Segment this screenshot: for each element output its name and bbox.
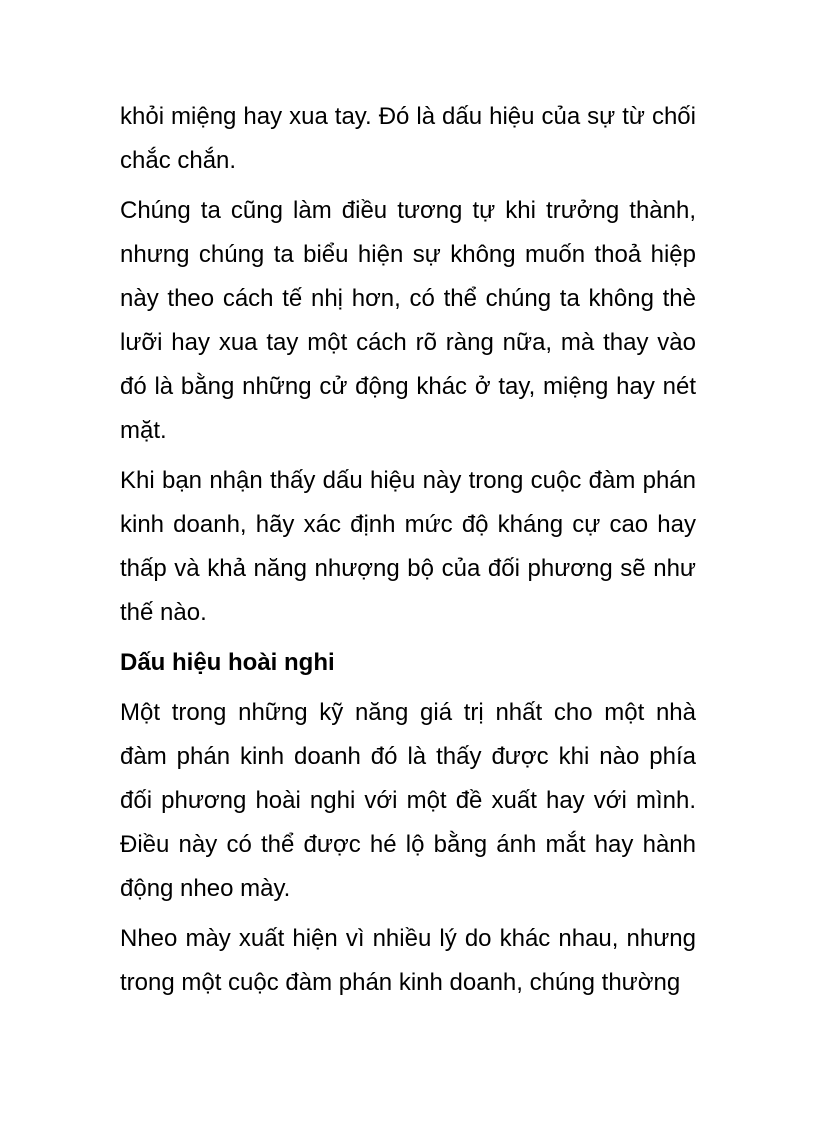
document-page: [120, 95, 696, 1011]
paragraph-refusal-sign: khỏi miệng hay xua tay. Đó là dấu hiệu của sự từ chối chắc chắn.: [120, 103, 696, 174]
paragraph-frowning: Nheo mày xuất hiện vì nhiều lý do khác nhau, nhưng trong một cuộc đàm phán kinh doanh, chúng thường: [120, 925, 696, 996]
paragraph-negotiation-resistance: Khi bạn nhận thấy dấu hiệu này trong cuộc đàm phán kinh doanh, hãy xác định mức độ kháng cự cao hay thấp và khả năng nhượng bộ của đối phương sẽ như thế nào.: [120, 467, 696, 626]
paragraph-adult-behavior: Chúng ta cũng làm điều tương tự khi trưởng thành, nhưng chúng ta biểu hiện sự không muốn thoả hiệp này theo cách tế nhị hơn, có thể chúng ta không thè lưỡi hay xua tay một cách rõ ràng nữa, mà thay vào đó là bằng những cử động khác ở tay, miệng hay nét mặt.: [120, 197, 696, 444]
paragraph-skepticism-skill: Một trong những kỹ năng giá trị nhất cho một nhà đàm phán kinh doanh đó là thấy được khi nào phía đối phương hoài nghi với một đề xuất hay với mình. Điều này có thể được hé lộ bằng ánh mắt hay hành động nheo mày.: [120, 699, 696, 902]
section-heading-skepticism: Dấu hiệu hoài nghi: [120, 649, 335, 676]
